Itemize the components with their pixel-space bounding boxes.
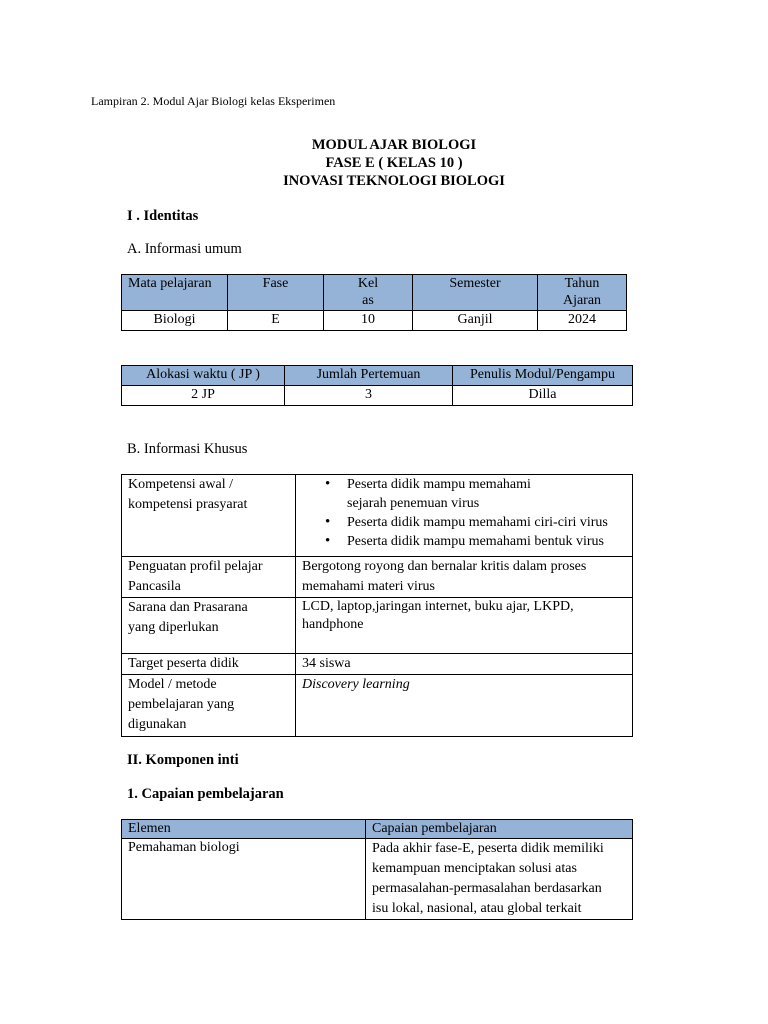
list-item: [347, 475, 632, 513]
table-cell: Dilla: [453, 386, 633, 406]
header-line: Kel: [357, 276, 379, 291]
row-label-line: Penguatan profil pelajar: [128, 559, 263, 574]
table-cell: [122, 475, 296, 557]
section-komponen-inti: II. Komponen inti: [127, 752, 239, 768]
table-cell: [296, 557, 633, 598]
table-header-cell: Penulis Modul/Pengampu: [453, 366, 633, 386]
table-header-cell: Fase: [228, 275, 324, 311]
row-value-line: permasalahan-permasalahan berdasarkan: [372, 881, 602, 896]
module-title: MODUL AJAR BIOLOGI: [311, 137, 477, 153]
header-line: Tahun: [564, 276, 600, 291]
table-cell: 3: [285, 386, 453, 406]
row-label-line: Model / metode: [128, 677, 217, 692]
table-header-cell: [538, 275, 627, 311]
table-cell: [366, 839, 633, 920]
row-value-line: LCD, laptop,jaringan internet, buku ajar, LKPD,: [302, 599, 574, 614]
allocation-table: [121, 365, 633, 406]
table-header-cell: Mata pelajaran: [122, 275, 228, 311]
table-header-cell: Elemen: [122, 820, 366, 839]
row-label-line: kompetensi prasyarat: [128, 497, 248, 512]
general-info-table: [121, 274, 627, 331]
table-cell: [122, 557, 296, 598]
table-cell: Target peserta didik: [122, 654, 296, 675]
subsection-informasi-umum: A. Informasi umum: [127, 241, 242, 257]
row-value-line: kemampuan menciptakan solusi atas: [372, 861, 577, 876]
table-row: [122, 311, 627, 331]
table-cell: Ganjil: [413, 311, 538, 331]
table-cell: 2 JP: [122, 386, 285, 406]
table-cell: [122, 675, 296, 737]
table-cell: Discovery learning: [296, 675, 633, 737]
table-row: [122, 386, 633, 406]
table-cell: 34 siswa: [296, 654, 633, 675]
list-item-text: Peserta didik mampu memahami: [347, 477, 531, 492]
module-phase: FASE E ( KELAS 10 ): [325, 155, 463, 171]
table-row: [122, 475, 633, 557]
list-item: • Peserta didik mampu memahami bentuk virus: [347, 532, 632, 551]
table-row: [122, 839, 633, 920]
learning-outcomes-table: [121, 819, 633, 920]
subsection-capaian: 1. Capaian pembelajaran: [127, 786, 284, 802]
row-value-line: memahami materi virus: [302, 579, 435, 594]
row-value-line: Bergotong royong dan bernalar kritis dalam proses: [302, 559, 587, 574]
table-header-cell: [324, 275, 413, 311]
table-header-row: [122, 275, 627, 311]
table-row: [122, 557, 633, 598]
table-row: [122, 598, 633, 654]
table-cell: [122, 598, 296, 654]
row-label-line: pembelajaran yang: [128, 697, 235, 712]
table-header-row: [122, 366, 633, 386]
row-label-line: yang diperlukan: [128, 620, 219, 635]
table-cell: 10: [324, 311, 413, 331]
document-caption: Lampiran 2. Modul Ajar Biologi kelas Eksperimen: [91, 94, 336, 108]
specific-info-table: [121, 474, 633, 737]
table-cell: [296, 475, 633, 557]
section-identitas: I . Identitas: [127, 208, 199, 224]
header-line: as: [362, 293, 374, 308]
table-row: [122, 675, 633, 737]
table-row: [122, 654, 633, 675]
row-value-line: handphone: [302, 617, 364, 632]
row-value-line: isu lokal, nasional, atau global terkait: [372, 901, 582, 916]
table-header-cell: Alokasi waktu ( JP ): [122, 366, 285, 386]
table-header-cell: Capaian pembelajaran: [366, 820, 633, 839]
module-topic: INOVASI TEKNOLOGI BIOLOGI: [283, 173, 505, 189]
prerequisite-list: [296, 475, 632, 551]
table-cell: [296, 598, 633, 654]
table-header-row: [122, 820, 633, 839]
list-item: • Peserta didik mampu memahami ciri-ciri virus: [347, 513, 632, 532]
table-cell: Pemahaman biologi: [122, 839, 366, 920]
table-header-cell: Jumlah Pertemuan: [285, 366, 453, 386]
row-label-line: digunakan: [128, 717, 187, 732]
table-cell: 2024: [538, 311, 627, 331]
header-line: Ajaran: [562, 293, 602, 308]
row-label-line: Sarana dan Prasarana: [128, 600, 248, 615]
table-header-cell: Semester: [413, 275, 538, 311]
list-item-text: sejarah penemuan virus: [347, 496, 480, 511]
table-cell: Biologi: [122, 311, 228, 331]
row-label-line: Kompetensi awal /: [128, 477, 233, 492]
row-value-line: Pada akhir fase-E, peserta didik memiliki: [372, 841, 604, 856]
row-label-line: Pancasila: [128, 579, 181, 594]
table-cell: E: [228, 311, 324, 331]
subsection-informasi-khusus: B. Informasi Khusus: [127, 441, 248, 457]
